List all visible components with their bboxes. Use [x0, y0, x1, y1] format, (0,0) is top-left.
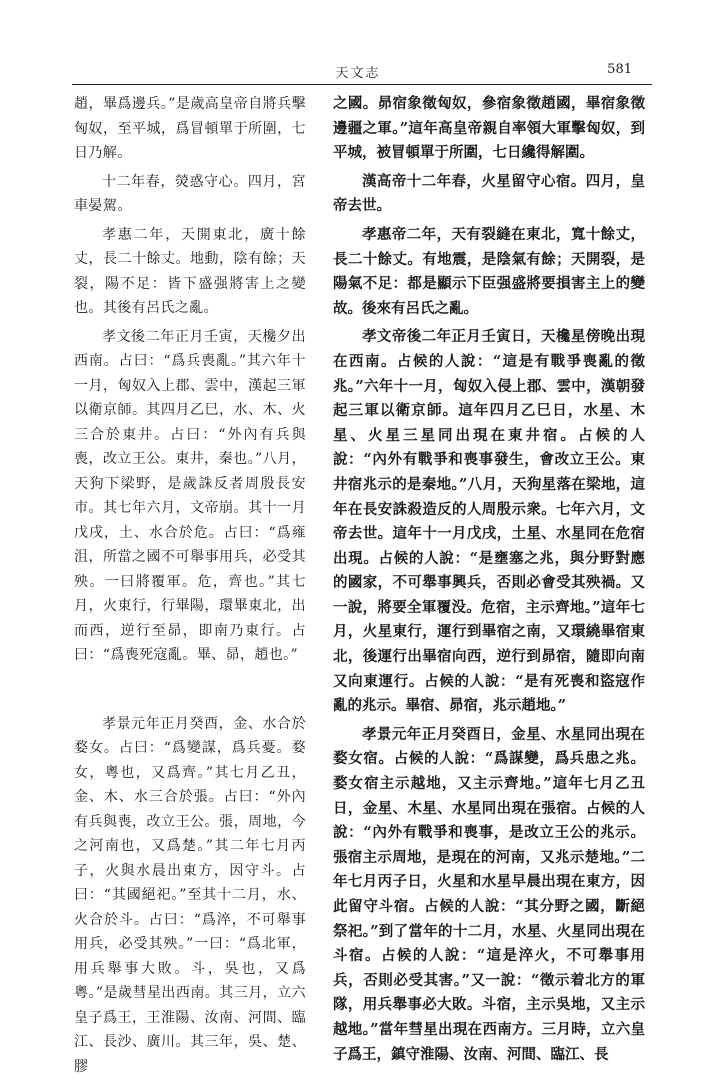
left-paragraph-5: 孝景元年正月癸酉，金、水合於婺女。占曰：“爲變謀，爲兵憂。婺女，粵也，又爲齊。”其七月乙丑，金、木、水三合於張。占曰：“外內有兵與喪，改立王公。張，周地，今之河南也，又爲楚。”其二年七月丙子，火與水晨出東方，因守斗。占曰：“其國絕祀。”至其十二月，水、火合於斗。占曰：“爲淬，不可舉事用兵，必受其殃。”一曰：“爲北軍，用兵舉事大敗。斗，吳也，又爲粵。”是歲彗星出西南。其三月，立六皇子爲王，王淮陽、汝南、河間、臨江、長沙、廣川。其三年，吳、楚、膠: [74, 715, 306, 1075]
left-paragraph-2: 十二年春，熒惑守心。四月，宮車晏駕。: [74, 173, 306, 214]
left-paragraph-3: 孝惠二年，天開東北，廣十餘丈，長二十餘丈。地動，陰有餘；天裂，陽不足：皆下盛强將害上之變也。其後有呂氏之亂。: [74, 226, 306, 316]
right-paragraph-3: 孝惠帝二年，天有裂縫在東北，寬十餘丈，長二十餘丈。有地震，是陰氣有餘；天開裂，是陽氣不足：都是顯示下臣强盛將要損害主上的變故。後來有呂氏之亂。: [333, 225, 645, 317]
right-paragraph-4: 孝文帝後二年正月壬寅日，天欃星傍晚出現在西南。占候的人說：“這是有戰爭喪亂的徵兆。”六年十一月，匈奴入侵上郡、雲中，漢朝發起三軍以衛京師。這年四月乙巳日，水星、木星、火星三星同出現在東井宿。占候的人說：“內外有戰爭和喪事發生，會改立王公。東井宿兆示的是秦地。”八月，天狗星落在梁地，這年在長安誅殺造反的人周殷示衆。七年六月，文帝去世。這年十一月戊戌，土星、水星同在危宿出現。占候的人說：“是壅塞之兆，與分野對應的國家，不可舉事興兵，否則必會受其殃禍。又一說，將要全軍覆没。危宿，主示齊地。”這年七月，火星東行，運行到畢宿之南，又環繞畢宿東北，後運行出畢宿向西，逆行到昴宿，隨即向南又向東運行。占候的人說：“是有死喪和盜寇作亂的兆示。畢宿、昴宿，兆示趙地。”: [333, 328, 645, 715]
right-paragraph-5: 孝景元年正月癸酉日，金星、水星同出現在婺女宿。占候的人說：“爲謀變，爲兵患之兆。婺女宿主示越地，又主示齊地。”這年七月乙丑日，金星、木星、水星同出現在張宿。占候的人說：“內外有戰爭和喪事，是改立王公的兆示。張宿主示周地，是現在的河南，又兆示楚地。”二年七月丙子日，火星和水星早晨出現在東方，因此留守斗宿。占候的人說：“其分野之國，斷絕祭祀。”到了當年的十二月，水星、火星同出現在斗宿。占候的人說：“這是淬火，不可舉事用兵，否則必受其害。”又一說：“徵示着北方的軍隊，用兵舉事必大敗。斗宿，主示吳地，又主示越地。”當年彗星出現在西南方。三月時，立六皇子爲王，鎮守淮陽、汝南、河間、臨江、長: [333, 725, 645, 1063]
right-paragraph-1: 之國。昴宿象徵匈奴，參宿象徵趙國，畢宿象徵邊疆之軍。”這年高皇帝親自率領大軍擊匈奴，到平城，被冒頓單于所圍，七日纔得解圍。: [333, 95, 645, 162]
right-paragraph-2: 漢高帝十二年春，火星留守心宿。四月，皇帝去世。: [333, 172, 645, 215]
left-paragraph-1: 趙，畢爲邊兵。”是歲高皇帝自將兵擊匈奴，至平城，爲冒頓單于所圍，七日乃解。: [74, 96, 306, 161]
left-column-classical-text: [74, 92, 306, 1083]
right-column-translation: [333, 92, 645, 1071]
left-paragraph-4: 孝文後二年正月壬寅，天欃夕出西南。占曰：“爲兵喪亂。”其六年十一月，匈奴入上郡、雲中，漢起三軍以衛京師。其四月乙巳，水、木、火三合於東井。占曰：“外內有兵與喪，改立王公。東井，秦也。”八月，天狗下梁野，是歲誅反者周殷長安市。其七年六月，文帝崩。其十一月戊戌，土、水合於危。占曰：“爲雍沮，所當之國不可舉事用兵，必受其殃。一曰將覆軍。危，齊也。”其七月，火東行，行畢陽，環畢東北，出而西，逆行至昴，即南乃東行。占曰：“爲喪死寇亂。畢、昴，趙也。”: [74, 328, 306, 663]
page-number: 581: [607, 62, 632, 77]
header-rule: [72, 84, 652, 85]
running-header-title: 天文志: [335, 66, 381, 81]
